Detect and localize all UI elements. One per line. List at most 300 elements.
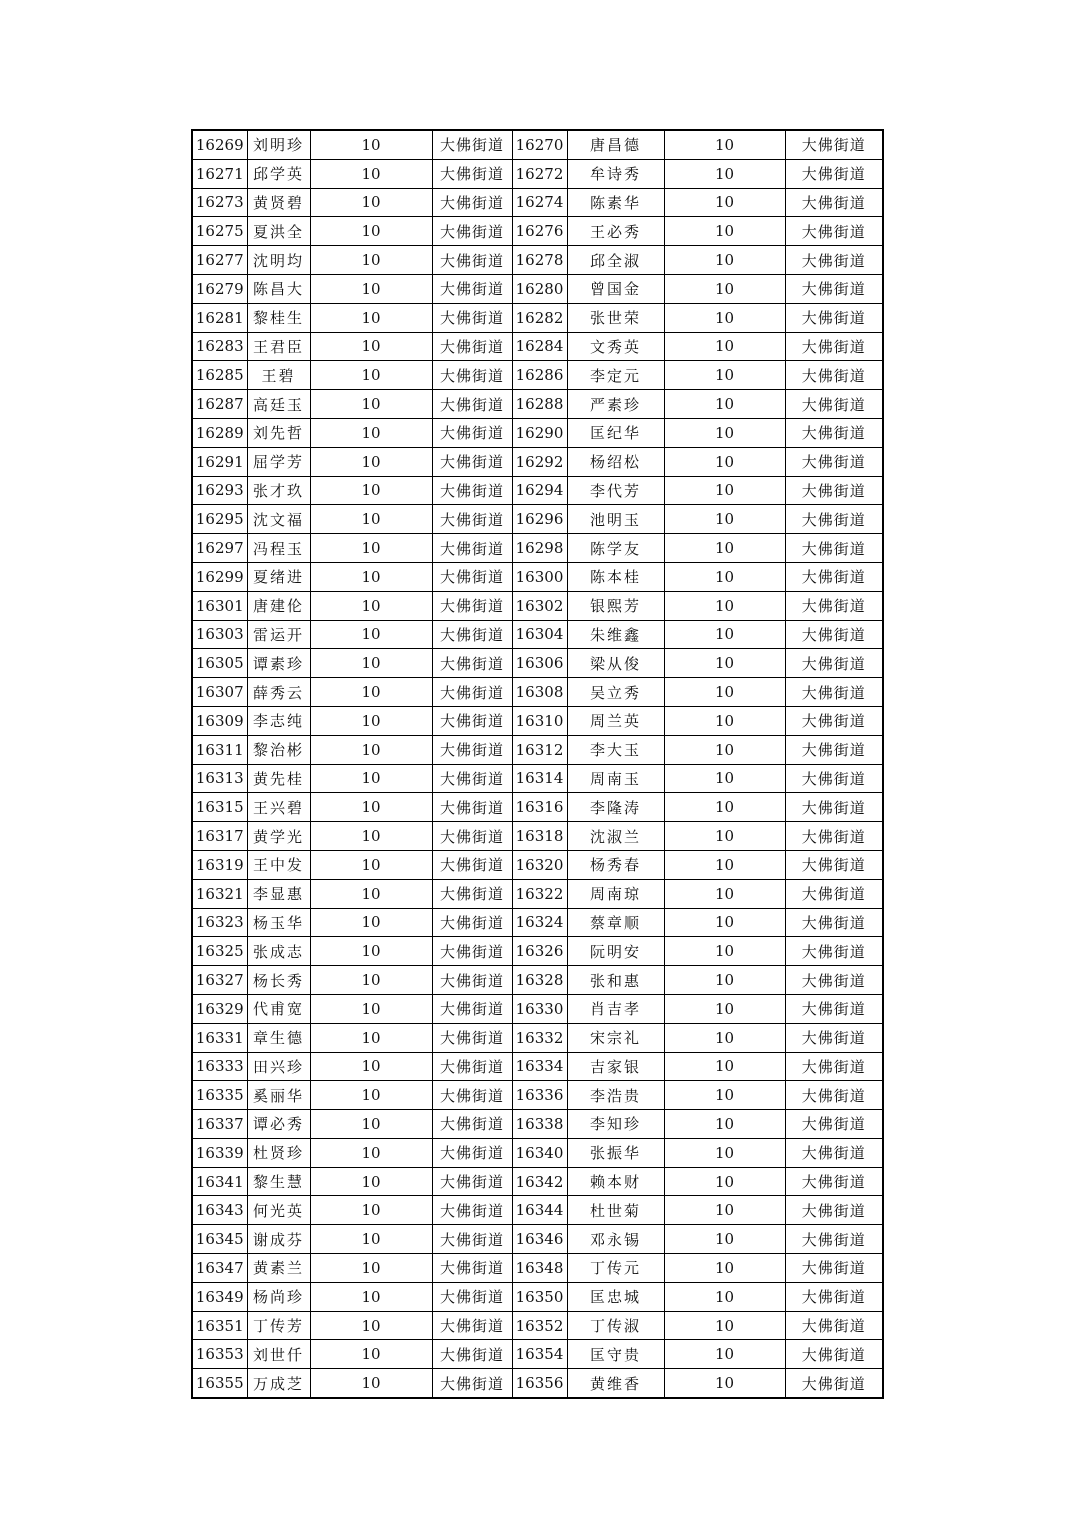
record-id-cell: 16320 — [512, 850, 567, 879]
street-cell: 大佛街道 — [785, 1369, 883, 1398]
table-row — [192, 130, 883, 159]
street-cell: 大佛街道 — [432, 1254, 512, 1283]
record-id-cell: 16303 — [192, 620, 247, 649]
street-cell: 大佛街道 — [785, 908, 883, 937]
amount-cell: 10 — [310, 706, 432, 735]
amount-cell: 10 — [310, 1225, 432, 1254]
record-id-cell: 16295 — [192, 505, 247, 534]
record-id-cell: 16324 — [512, 908, 567, 937]
name-cell: 陈本桂 — [567, 562, 664, 591]
amount-cell: 10 — [310, 130, 432, 159]
name-cell: 匡忠城 — [567, 1282, 664, 1311]
table-row — [192, 476, 883, 505]
street-cell: 大佛街道 — [432, 361, 512, 390]
amount-cell: 10 — [664, 1081, 785, 1110]
table-row — [192, 1225, 883, 1254]
amount-cell: 10 — [664, 159, 785, 188]
name-cell: 银熙芳 — [567, 591, 664, 620]
table-row — [192, 908, 883, 937]
amount-cell: 10 — [664, 534, 785, 563]
amount-cell: 10 — [310, 822, 432, 851]
record-id-cell: 16318 — [512, 822, 567, 851]
street-cell: 大佛街道 — [785, 822, 883, 851]
street-cell: 大佛街道 — [785, 591, 883, 620]
amount-cell: 10 — [664, 1225, 785, 1254]
record-id-cell: 16322 — [512, 879, 567, 908]
amount-cell: 10 — [310, 332, 432, 361]
amount-cell: 10 — [664, 188, 785, 217]
amount-cell: 10 — [310, 994, 432, 1023]
amount-cell: 10 — [664, 476, 785, 505]
record-id-cell: 16290 — [512, 418, 567, 447]
street-cell: 大佛街道 — [432, 764, 512, 793]
record-id-cell: 16273 — [192, 188, 247, 217]
record-id-cell: 16349 — [192, 1282, 247, 1311]
record-id-cell: 16326 — [512, 937, 567, 966]
amount-cell: 10 — [664, 447, 785, 476]
name-cell: 曾国金 — [567, 274, 664, 303]
street-cell: 大佛街道 — [432, 850, 512, 879]
record-id-cell: 16340 — [512, 1138, 567, 1167]
record-id-cell: 16307 — [192, 678, 247, 707]
street-cell: 大佛街道 — [785, 562, 883, 591]
amount-cell: 10 — [664, 1282, 785, 1311]
table-row — [192, 1052, 883, 1081]
street-cell: 大佛街道 — [785, 159, 883, 188]
amount-cell: 10 — [310, 764, 432, 793]
name-cell: 匡守贵 — [567, 1340, 664, 1369]
record-id-cell: 16296 — [512, 505, 567, 534]
record-id-cell: 16288 — [512, 390, 567, 419]
amount-cell: 10 — [664, 850, 785, 879]
record-id-cell: 16331 — [192, 1023, 247, 1052]
street-cell: 大佛街道 — [785, 1167, 883, 1196]
amount-cell: 10 — [664, 1110, 785, 1139]
amount-cell: 10 — [310, 505, 432, 534]
amount-cell: 10 — [310, 390, 432, 419]
name-cell: 李定元 — [567, 361, 664, 390]
record-id-cell: 16302 — [512, 591, 567, 620]
amount-cell: 10 — [664, 418, 785, 447]
street-cell: 大佛街道 — [432, 418, 512, 447]
name-cell: 池明玉 — [567, 505, 664, 534]
name-cell: 王必秀 — [567, 217, 664, 246]
table-row — [192, 822, 883, 851]
record-id-cell: 16354 — [512, 1340, 567, 1369]
name-cell: 章生德 — [247, 1023, 310, 1052]
name-cell: 李知珍 — [567, 1110, 664, 1139]
name-cell: 肖吉孝 — [567, 994, 664, 1023]
amount-cell: 10 — [310, 591, 432, 620]
table-row — [192, 1081, 883, 1110]
street-cell: 大佛街道 — [432, 1023, 512, 1052]
table-row — [192, 1369, 883, 1398]
street-cell: 大佛街道 — [432, 1167, 512, 1196]
name-cell: 黄素兰 — [247, 1254, 310, 1283]
table-row — [192, 1110, 883, 1139]
record-id-cell: 16352 — [512, 1311, 567, 1340]
record-id-cell: 16301 — [192, 591, 247, 620]
name-cell: 梁从俊 — [567, 649, 664, 678]
name-cell: 邱全淑 — [567, 246, 664, 275]
street-cell: 大佛街道 — [432, 591, 512, 620]
street-cell: 大佛街道 — [432, 822, 512, 851]
table-row — [192, 649, 883, 678]
street-cell: 大佛街道 — [432, 994, 512, 1023]
record-id-cell: 16338 — [512, 1110, 567, 1139]
amount-cell: 10 — [310, 937, 432, 966]
name-cell: 沈明均 — [247, 246, 310, 275]
record-id-cell: 16321 — [192, 879, 247, 908]
street-cell: 大佛街道 — [785, 793, 883, 822]
name-cell: 陈昌大 — [247, 274, 310, 303]
amount-cell: 10 — [664, 303, 785, 332]
name-cell: 黄学光 — [247, 822, 310, 851]
street-cell: 大佛街道 — [432, 1225, 512, 1254]
table-row — [192, 879, 883, 908]
amount-cell: 10 — [310, 476, 432, 505]
amount-cell: 10 — [310, 966, 432, 995]
street-cell: 大佛街道 — [432, 274, 512, 303]
record-id-cell: 16317 — [192, 822, 247, 851]
name-cell: 田兴珍 — [247, 1052, 310, 1081]
name-cell: 邱学英 — [247, 159, 310, 188]
amount-cell: 10 — [664, 591, 785, 620]
name-cell: 黄先桂 — [247, 764, 310, 793]
record-id-cell: 16329 — [192, 994, 247, 1023]
table-row — [192, 591, 883, 620]
street-cell: 大佛街道 — [432, 1311, 512, 1340]
amount-cell: 10 — [310, 793, 432, 822]
name-cell: 张振华 — [567, 1138, 664, 1167]
record-id-cell: 16275 — [192, 217, 247, 246]
name-cell: 王君臣 — [247, 332, 310, 361]
record-id-cell: 16312 — [512, 735, 567, 764]
name-cell: 屈学芳 — [247, 447, 310, 476]
record-id-cell: 16334 — [512, 1052, 567, 1081]
street-cell: 大佛街道 — [785, 361, 883, 390]
street-cell: 大佛街道 — [785, 332, 883, 361]
table-row — [192, 1254, 883, 1283]
amount-cell: 10 — [310, 534, 432, 563]
record-id-cell: 16319 — [192, 850, 247, 879]
record-id-cell: 16277 — [192, 246, 247, 275]
record-id-cell: 16342 — [512, 1167, 567, 1196]
name-cell: 唐建伦 — [247, 591, 310, 620]
amount-cell: 10 — [310, 361, 432, 390]
amount-cell: 10 — [310, 303, 432, 332]
name-cell: 匡纪华 — [567, 418, 664, 447]
table-row — [192, 562, 883, 591]
name-cell: 杨秀春 — [567, 850, 664, 879]
record-id-cell: 16286 — [512, 361, 567, 390]
amount-cell: 10 — [310, 620, 432, 649]
amount-cell: 10 — [664, 937, 785, 966]
record-id-cell: 16316 — [512, 793, 567, 822]
name-cell: 张世荣 — [567, 303, 664, 332]
record-id-cell: 16269 — [192, 130, 247, 159]
record-id-cell: 16356 — [512, 1369, 567, 1398]
table-row — [192, 1167, 883, 1196]
street-cell: 大佛街道 — [785, 1254, 883, 1283]
street-cell: 大佛街道 — [432, 534, 512, 563]
name-cell: 文秀英 — [567, 332, 664, 361]
street-cell: 大佛街道 — [432, 188, 512, 217]
name-cell: 邓永锡 — [567, 1225, 664, 1254]
record-id-cell: 16298 — [512, 534, 567, 563]
record-id-cell: 16300 — [512, 562, 567, 591]
record-id-cell: 16278 — [512, 246, 567, 275]
name-cell: 李志纯 — [247, 706, 310, 735]
street-cell: 大佛街道 — [432, 937, 512, 966]
record-id-cell: 16276 — [512, 217, 567, 246]
record-id-cell: 16332 — [512, 1023, 567, 1052]
amount-cell: 10 — [664, 994, 785, 1023]
name-cell: 张成志 — [247, 937, 310, 966]
table-row — [192, 850, 883, 879]
amount-cell: 10 — [310, 1023, 432, 1052]
amount-cell: 10 — [664, 274, 785, 303]
amount-cell: 10 — [664, 1311, 785, 1340]
table-row — [192, 735, 883, 764]
name-cell: 王中发 — [247, 850, 310, 879]
street-cell: 大佛街道 — [785, 1081, 883, 1110]
amount-cell: 10 — [310, 447, 432, 476]
table-row — [192, 217, 883, 246]
name-cell: 杨长秀 — [247, 966, 310, 995]
amount-cell: 10 — [310, 1254, 432, 1283]
record-id-cell: 16281 — [192, 303, 247, 332]
record-id-cell: 16289 — [192, 418, 247, 447]
name-cell: 周兰英 — [567, 706, 664, 735]
amount-cell: 10 — [664, 217, 785, 246]
name-cell: 杜世菊 — [567, 1196, 664, 1225]
record-id-cell: 16323 — [192, 908, 247, 937]
street-cell: 大佛街道 — [432, 1196, 512, 1225]
table-row — [192, 303, 883, 332]
street-cell: 大佛街道 — [785, 1138, 883, 1167]
street-cell: 大佛街道 — [785, 1196, 883, 1225]
street-cell: 大佛街道 — [785, 188, 883, 217]
record-id-cell: 16280 — [512, 274, 567, 303]
record-id-cell: 16347 — [192, 1254, 247, 1283]
street-cell: 大佛街道 — [785, 994, 883, 1023]
street-cell: 大佛街道 — [785, 1311, 883, 1340]
record-id-cell: 16343 — [192, 1196, 247, 1225]
name-cell: 谭必秀 — [247, 1110, 310, 1139]
amount-cell: 10 — [664, 390, 785, 419]
record-id-cell: 16339 — [192, 1138, 247, 1167]
street-cell: 大佛街道 — [432, 735, 512, 764]
street-cell: 大佛街道 — [432, 649, 512, 678]
street-cell: 大佛街道 — [432, 390, 512, 419]
table-row — [192, 706, 883, 735]
record-id-cell: 16325 — [192, 937, 247, 966]
amount-cell: 10 — [310, 1138, 432, 1167]
name-cell: 杨尚珍 — [247, 1282, 310, 1311]
table-row — [192, 1023, 883, 1052]
street-cell: 大佛街道 — [785, 505, 883, 534]
name-cell: 冯程玉 — [247, 534, 310, 563]
amount-cell: 10 — [310, 678, 432, 707]
name-cell: 李代芳 — [567, 476, 664, 505]
table-row — [192, 764, 883, 793]
amount-cell: 10 — [310, 1110, 432, 1139]
name-cell: 黎桂生 — [247, 303, 310, 332]
record-id-cell: 16345 — [192, 1225, 247, 1254]
amount-cell: 10 — [664, 620, 785, 649]
street-cell: 大佛街道 — [785, 620, 883, 649]
record-id-cell: 16270 — [512, 130, 567, 159]
record-id-cell: 16291 — [192, 447, 247, 476]
street-cell: 大佛街道 — [785, 274, 883, 303]
amount-cell: 10 — [664, 678, 785, 707]
name-cell: 沈淑兰 — [567, 822, 664, 851]
record-id-cell: 16284 — [512, 332, 567, 361]
amount-cell: 10 — [310, 1167, 432, 1196]
amount-cell: 10 — [310, 1340, 432, 1369]
record-id-cell: 16308 — [512, 678, 567, 707]
name-cell: 杨绍松 — [567, 447, 664, 476]
amount-cell: 10 — [664, 1023, 785, 1052]
name-cell: 夏绪进 — [247, 562, 310, 591]
amount-cell: 10 — [664, 1369, 785, 1398]
amount-cell: 10 — [310, 159, 432, 188]
street-cell: 大佛街道 — [432, 908, 512, 937]
record-id-cell: 16314 — [512, 764, 567, 793]
amount-cell: 10 — [310, 246, 432, 275]
table-row — [192, 332, 883, 361]
amount-cell: 10 — [310, 1081, 432, 1110]
record-id-cell: 16344 — [512, 1196, 567, 1225]
record-id-cell: 16285 — [192, 361, 247, 390]
amount-cell: 10 — [664, 735, 785, 764]
table-row — [192, 1340, 883, 1369]
table-body — [192, 130, 883, 1398]
name-cell: 张和惠 — [567, 966, 664, 995]
amount-cell: 10 — [664, 764, 785, 793]
record-id-cell: 16355 — [192, 1369, 247, 1398]
amount-cell: 10 — [664, 505, 785, 534]
table-row — [192, 678, 883, 707]
amount-cell: 10 — [664, 130, 785, 159]
table-row — [192, 1138, 883, 1167]
table-row — [192, 534, 883, 563]
record-id-cell: 16279 — [192, 274, 247, 303]
amount-cell: 10 — [664, 706, 785, 735]
amount-cell: 10 — [664, 649, 785, 678]
street-cell: 大佛街道 — [432, 159, 512, 188]
name-cell: 代甫宽 — [247, 994, 310, 1023]
name-cell: 杜贤珍 — [247, 1138, 310, 1167]
street-cell: 大佛街道 — [785, 966, 883, 995]
street-cell: 大佛街道 — [432, 879, 512, 908]
name-cell: 黄维香 — [567, 1369, 664, 1398]
street-cell: 大佛街道 — [785, 1225, 883, 1254]
street-cell: 大佛街道 — [785, 130, 883, 159]
table-row — [192, 1196, 883, 1225]
name-cell: 雷运开 — [247, 620, 310, 649]
street-cell: 大佛街道 — [785, 246, 883, 275]
name-cell: 王兴碧 — [247, 793, 310, 822]
record-id-cell: 16350 — [512, 1282, 567, 1311]
amount-cell: 10 — [664, 246, 785, 275]
amount-cell: 10 — [664, 966, 785, 995]
street-cell: 大佛街道 — [785, 217, 883, 246]
name-cell: 黎治彬 — [247, 735, 310, 764]
amount-cell: 10 — [310, 850, 432, 879]
amount-cell: 10 — [310, 1052, 432, 1081]
name-cell: 李隆涛 — [567, 793, 664, 822]
name-cell: 宋宗礼 — [567, 1023, 664, 1052]
table-row — [192, 505, 883, 534]
table-row — [192, 361, 883, 390]
amount-cell: 10 — [664, 361, 785, 390]
amount-cell: 10 — [664, 879, 785, 908]
street-cell: 大佛街道 — [432, 678, 512, 707]
street-cell: 大佛街道 — [785, 937, 883, 966]
amount-cell: 10 — [664, 822, 785, 851]
street-cell: 大佛街道 — [432, 706, 512, 735]
street-cell: 大佛街道 — [432, 217, 512, 246]
table-row — [192, 620, 883, 649]
amount-cell: 10 — [664, 1138, 785, 1167]
table-row — [192, 246, 883, 275]
amount-cell: 10 — [664, 562, 785, 591]
street-cell: 大佛街道 — [432, 505, 512, 534]
amount-cell: 10 — [310, 1282, 432, 1311]
street-cell: 大佛街道 — [432, 966, 512, 995]
street-cell: 大佛街道 — [432, 1138, 512, 1167]
record-id-cell: 16287 — [192, 390, 247, 419]
record-id-cell: 16348 — [512, 1254, 567, 1283]
street-cell: 大佛街道 — [432, 332, 512, 361]
name-cell: 何光英 — [247, 1196, 310, 1225]
name-cell: 杨玉华 — [247, 908, 310, 937]
street-cell: 大佛街道 — [785, 418, 883, 447]
name-cell: 李大玉 — [567, 735, 664, 764]
record-id-cell: 16293 — [192, 476, 247, 505]
name-cell: 蔡章顺 — [567, 908, 664, 937]
amount-cell: 10 — [310, 418, 432, 447]
record-id-cell: 16283 — [192, 332, 247, 361]
record-id-cell: 16310 — [512, 706, 567, 735]
name-cell: 黄贤碧 — [247, 188, 310, 217]
street-cell: 大佛街道 — [785, 764, 883, 793]
amount-cell: 10 — [664, 1196, 785, 1225]
amount-cell: 10 — [310, 217, 432, 246]
street-cell: 大佛街道 — [785, 1282, 883, 1311]
street-cell: 大佛街道 — [785, 1340, 883, 1369]
record-id-cell: 16351 — [192, 1311, 247, 1340]
street-cell: 大佛街道 — [785, 1110, 883, 1139]
table-row — [192, 390, 883, 419]
street-cell: 大佛街道 — [785, 879, 883, 908]
name-cell: 陈素华 — [567, 188, 664, 217]
name-cell: 唐昌德 — [567, 130, 664, 159]
amount-cell: 10 — [664, 1167, 785, 1196]
street-cell: 大佛街道 — [785, 1023, 883, 1052]
name-cell: 周南玉 — [567, 764, 664, 793]
amount-cell: 10 — [664, 332, 785, 361]
name-cell: 赖本财 — [567, 1167, 664, 1196]
name-cell: 刘世仟 — [247, 1340, 310, 1369]
amount-cell: 10 — [310, 1369, 432, 1398]
table-row — [192, 937, 883, 966]
amount-cell: 10 — [664, 908, 785, 937]
street-cell: 大佛街道 — [432, 1052, 512, 1081]
record-id-cell: 16330 — [512, 994, 567, 1023]
